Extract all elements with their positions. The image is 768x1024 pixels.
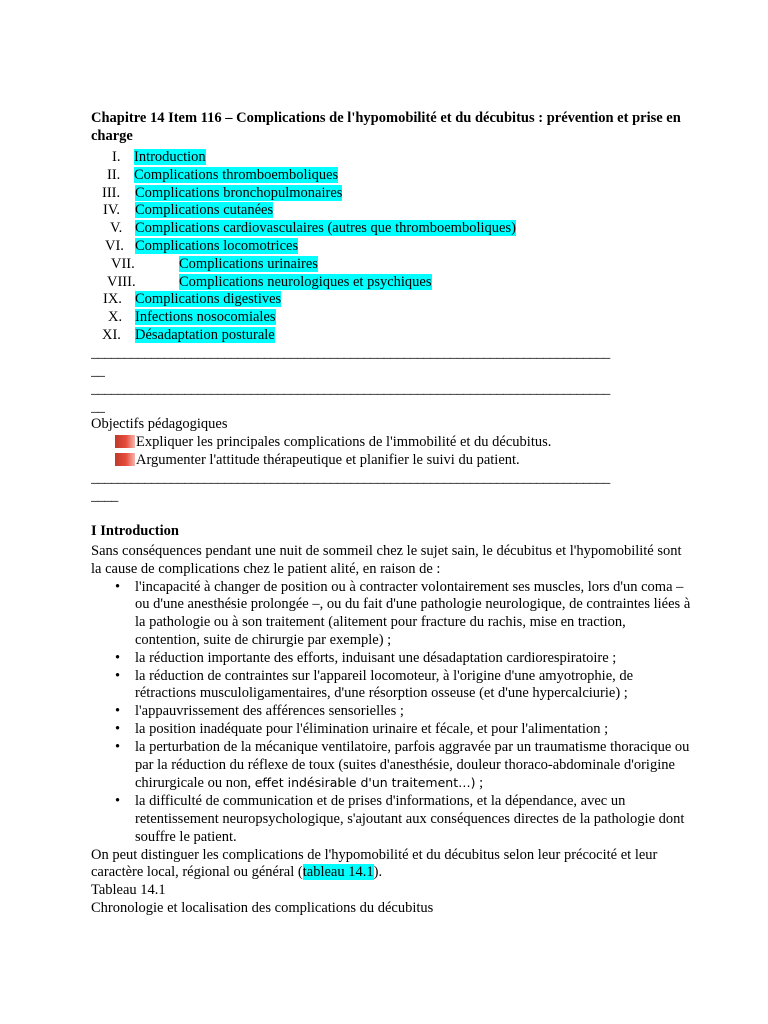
list-item: • la position inadéquate pour l'élimination urinaire et fécale, et pour l'alimentation ; [115, 720, 609, 737]
table-link[interactable]: tableau 14.1 [302, 864, 374, 881]
separator-line: ______________________________________________________________________________ [91, 470, 610, 486]
toc-item-locomotrices[interactable]: VI. Complications locomotrices [105, 237, 299, 254]
toc-item-nosocomiales[interactable]: X. Infections nosocomiales [108, 309, 276, 326]
list-item: • la difficulté de communication et de prises d'informations, et la dépendance, avec un retentissement neuropsychologique, s'ajoutant aux conséquences directes de la pathologie dont souffre le patient. [115, 793, 685, 845]
list-item: • la réduction importante des efforts, induisant une désadaptation cardiorespiratoire ; [115, 649, 617, 666]
table-label: Tableau 14.1 [91, 882, 166, 899]
toc-item-posturale[interactable]: XI. Désadaptation posturale [102, 326, 275, 343]
toc-item-neurologiques[interactable]: VIII. Complications neurologiques et psychiques [107, 273, 432, 290]
toc-item-bronchopulmonaires[interactable]: III. Complications bronchopulmonaires [102, 184, 343, 201]
list-item: • l'incapacité à changer de position ou à contracter volontairement ses muscles, lors d'un coma – ou d'une anesthésie prolongée –, ou du fait d'une pathologie neurologique, de contraintes liées à la pathologie ou à son traitement (alitement pour fracture du rachis, mise en traction, contention, suite de chirurgie par exemple) ; [115, 578, 691, 648]
toc-item-introduction[interactable]: I. Introduction [112, 149, 206, 165]
objectives-heading: Objectifs pédagogiques [91, 416, 228, 432]
bullet-icon: • [115, 649, 121, 666]
chapter-title: Chapitre 14 Item 116 – Complications de l'hypomobilité et du décubitus : prévention et prise en charge [91, 110, 681, 144]
intro-paragraph: Sans conséquences pendant une nuit de sommeil chez le sujet sain, le décubitus et l'hypomobilité sont la cause de complications chez le patient alité, en raison de : [91, 543, 682, 577]
toc-item-urinaires[interactable]: VII. Complications urinaires [111, 255, 318, 272]
list-item: • la réduction de contraintes sur l'appareil locomoteur, à l'origine d'une amyotrophie, de rétractions musculoligamentaires, d'une résorption osseuse (et d'une hypercalciurie) ; [115, 667, 634, 702]
section-title: I Introduction [91, 523, 179, 539]
toc-item-digestives[interactable]: IX. Complications digestives [103, 291, 282, 308]
toc-item-cardiovasculaires[interactable]: V. Complications cardiovasculaires (autres que thromboemboliques) [110, 220, 516, 237]
objective-marker-icon [115, 435, 135, 448]
list-item: • la perturbation de la mécanique ventilatoire, parfois aggravée par un traumatisme thoracique ou par la réduction du réflexe de toux (suites d'anesthésie, douleur thoraco-abdominale d'origine chirurgicale ou non, effet indésirable d'un traitement…) ; [115, 738, 690, 792]
bullet-icon: • [115, 667, 121, 684]
separator-line: ______________________________________________________________________________ [91, 345, 610, 361]
toc-item-thromboemboliques[interactable]: II. Complications thromboemboliques [107, 166, 339, 183]
section-body [91, 543, 691, 918]
objective-marker-icon [115, 453, 135, 466]
bullet-icon: • [115, 720, 121, 737]
separator-line: ______________________________________________________________________________ [91, 381, 610, 397]
objective-item: Argumenter l'attitude thérapeutique et planifier le suivi du patient. [115, 452, 520, 470]
separator-line-tail: ____ [91, 488, 118, 504]
table-of-contents [91, 149, 711, 345]
separator-line-tail: __ [91, 363, 105, 379]
separator-line-tail: __ [91, 399, 105, 415]
bullet-icon: • [115, 793, 121, 810]
bullet-icon: • [115, 703, 121, 720]
list-item: • l'appauvrissement des afférences sensorielles ; [115, 703, 404, 720]
causes-list [91, 579, 691, 847]
table-caption: Chronologie et localisation des complications du décubitus [91, 899, 434, 916]
objective-item: Expliquer les principales complications de l'immobilité et du décubitus. [115, 434, 551, 452]
toc-item-cutanees[interactable]: IV. Complications cutanées [103, 202, 274, 219]
bullet-icon: • [115, 578, 121, 595]
conclusion-paragraph: On peut distinguer les complications de l'hypomobilité et du décubitus selon leur précocité et leur caractère local, régional ou général (tableau 14.1). [91, 846, 658, 881]
bullet-icon: • [115, 738, 121, 755]
